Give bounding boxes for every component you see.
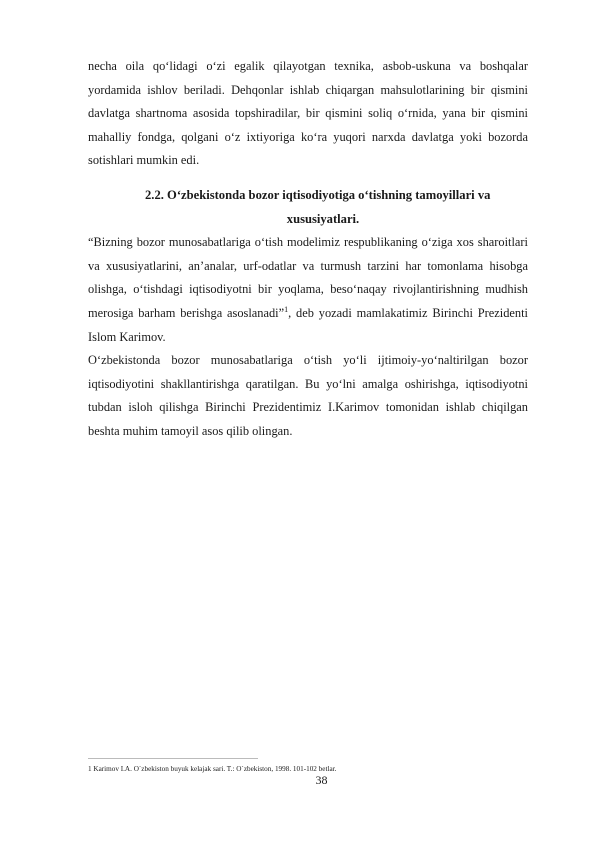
footnote-divider	[88, 758, 258, 759]
document-body	[88, 55, 528, 444]
quote-text: “Bizning bozor munosabatlariga o‘tish modelimiz respublikaning o‘ziga xos sharoitlari va xususiyatlarini, an’analar, urf-odatlar va turmush tarzini har tomonlama hisobga olishga, o‘tishdagi iqtisodiyotni bir yoqlama, beso‘naqay rivojlantirishning mudhish merosiga barham berishga asoslanadi”	[88, 235, 528, 320]
section-heading: 2.2. O‘zbekistonda bozor iqtisodiyotiga o‘tishning tamoyillari va	[145, 187, 491, 202]
paragraph-intro: necha oila qo‘lidagi o‘zi egalik qilayotgan texnika, asbob-uskuna va boshqalar yordamida ishlov beriladi. Dehqonlar ishlab chiqargan mahsulotlarining bir qismini davlatga shartnoma asosida topshiradilar, bir qismini soliq o‘rnida, yana bir qismini mahalliy fondga, qolgani o‘z ixtiyoriga ko‘ra yuqori narxda davlatga yoki bozorda sotishlari mumkin edi.	[88, 59, 528, 168]
paragraph-quote	[88, 231, 528, 349]
footnote: 1 Karimov I.A. O`zbekiston buyuk kelajak sari. T.: O`zbekiston, 1998. 101-102 betlar.	[88, 765, 337, 773]
quote-attribution: , deb yozadi mamlakatimiz Birinchi Prezidenti Islom Karimov.	[88, 305, 528, 344]
page-number: 38	[315, 773, 328, 787]
section-heading-continuation: xususiyatlari.	[286, 211, 360, 226]
paragraph-principles: O‘zbekistonda bozor munosabatlariga o‘tish yo‘li ijtimoiy-yo‘naltirilgan bozor iqtisodiyotini shakllantirishga qaratilgan. Bu yo‘lni amalga oshirishga, iqtisodiyotni tubdan isloh qilishga Birinchi Prezidentimiz I.Karimov tomonidan ishlab chiqilgan beshta muhim tamoyil asos qilib olingan.	[88, 353, 528, 438]
footnote-marker[interactable]: 1	[284, 304, 289, 314]
